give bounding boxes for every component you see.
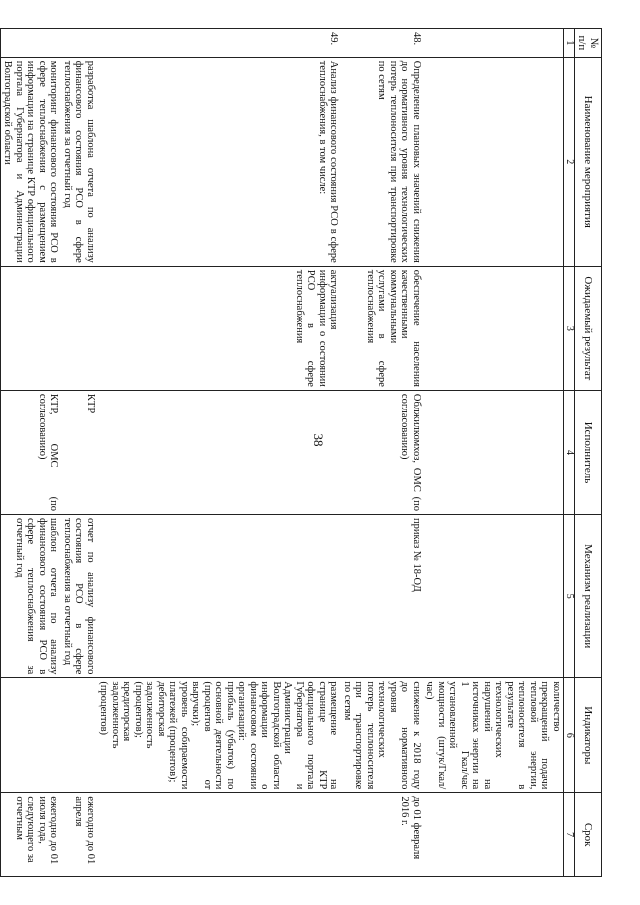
cell-executor: КТР, ОМС (по согласованию) bbox=[1, 390, 61, 514]
header-indicators: Индикаторы bbox=[575, 678, 602, 793]
header-result: Ожидаемый результат bbox=[575, 266, 602, 390]
cell-name: Анализ финансового состояния РСО в сфере теплоснабжения, в том числе: bbox=[97, 57, 341, 266]
column-number: 4 bbox=[564, 390, 575, 514]
column-number: 3 bbox=[564, 266, 575, 390]
header-row bbox=[575, 29, 602, 877]
table-row bbox=[341, 29, 424, 877]
cell-executor: Облжилкомхоз, ОМС (по согласованию) bbox=[341, 390, 424, 514]
cell-result: актуализация информации о состоянии РСО в сфере теплоснабжения bbox=[97, 266, 341, 390]
cell-mechanism: шаблон отчета по анализу финансового состояния РСО в сфере теплоснабжения за отчетный год bbox=[1, 515, 61, 678]
cell-result bbox=[61, 266, 98, 390]
table-row bbox=[61, 29, 98, 877]
column-number: 7 bbox=[564, 793, 575, 877]
header-num: № п/п bbox=[575, 29, 602, 58]
cell-term: ежегодно до 01 апреля bbox=[61, 793, 98, 877]
cell-executor: КТР bbox=[61, 390, 98, 514]
cell-indicators: количество прекращений подачи тепловой энергии, теплоносителя в результате технологических нарушений на источниках энергии на 1 Гкал/час установленной мощности (штук/Гкал/час) bbox=[423, 678, 564, 793]
cell-executor bbox=[423, 390, 564, 514]
cell-name: разработка шаблона отчета по анализу финансового состояния РСО в сфере теплоснабжения за отчетный год bbox=[61, 57, 98, 266]
header-name: Наименование мероприятия bbox=[575, 57, 602, 266]
cell-executor bbox=[97, 390, 341, 514]
cell-indicators bbox=[1, 678, 61, 793]
cell-term bbox=[97, 793, 341, 877]
cell-term: до 01 февраля 2016 г. bbox=[341, 793, 424, 877]
cell-name bbox=[423, 57, 564, 266]
cell-result: обеспечение населения качественными коммунальными услугами в сфере теплоснабжения bbox=[341, 266, 424, 390]
cell-indicators: размещение на странице КТР официального портала Губернатора и Администрации Волгоградской области информации о финансовом состоянии организаций: прибыль (убыток) по основной деятельности (процентов от выручки); уровень собираемости платежей (процентов); дебиторская задолженность (процентов); кредиторская задолженность (процентов) bbox=[97, 678, 341, 793]
cell-name: Определение плановых значений снижения до нормативного уровня технологических потерь теплоносителя при транспортировке по сетям bbox=[341, 57, 424, 266]
cell-mechanism: приказ № 18-ОД bbox=[341, 515, 424, 678]
cell-result bbox=[1, 266, 61, 390]
column-number: 2 bbox=[564, 57, 575, 266]
cell-num bbox=[1, 29, 61, 58]
header-executor: Исполнитель bbox=[575, 390, 602, 514]
cell-num bbox=[61, 29, 98, 58]
cell-result bbox=[423, 266, 564, 390]
column-number: 5 bbox=[564, 515, 575, 678]
column-number: 1 bbox=[564, 29, 575, 58]
cell-indicators bbox=[61, 678, 98, 793]
cell-num bbox=[423, 29, 564, 58]
cell-mechanism bbox=[423, 515, 564, 678]
cell-term: ежегодно до 01 июля года, следующего за отчетным bbox=[1, 793, 61, 877]
cell-indicators: снижение к 2018 году до нормативного уровня технологических потерь теплоносителя при транспортировке по сетям bbox=[341, 678, 424, 793]
header-term: Срок bbox=[575, 793, 602, 877]
cell-term bbox=[423, 793, 564, 877]
cell-name: мониторинг финансового состояния РСО в сфере теплоснабжения с размещением информации на странице КТР официального портала Губернатора и Администрации Волгоградской области bbox=[1, 57, 61, 266]
cell-mechanism: отчет по анализу финансового состояния РСО в сфере теплоснабжения за отчетный год bbox=[61, 515, 98, 678]
column-number-row bbox=[564, 29, 575, 877]
table-row bbox=[97, 29, 341, 877]
table-row bbox=[1, 29, 61, 877]
cell-mechanism bbox=[97, 515, 341, 678]
page-number: 38 bbox=[311, 433, 326, 447]
cell-num: 49. bbox=[97, 29, 341, 58]
cell-num: 48. bbox=[341, 29, 424, 58]
column-number: 6 bbox=[564, 678, 575, 793]
table-row bbox=[423, 29, 564, 877]
header-mechanism: Механизм реализации bbox=[575, 515, 602, 678]
plan-table bbox=[0, 28, 602, 877]
landscape-page bbox=[2, 28, 602, 877]
